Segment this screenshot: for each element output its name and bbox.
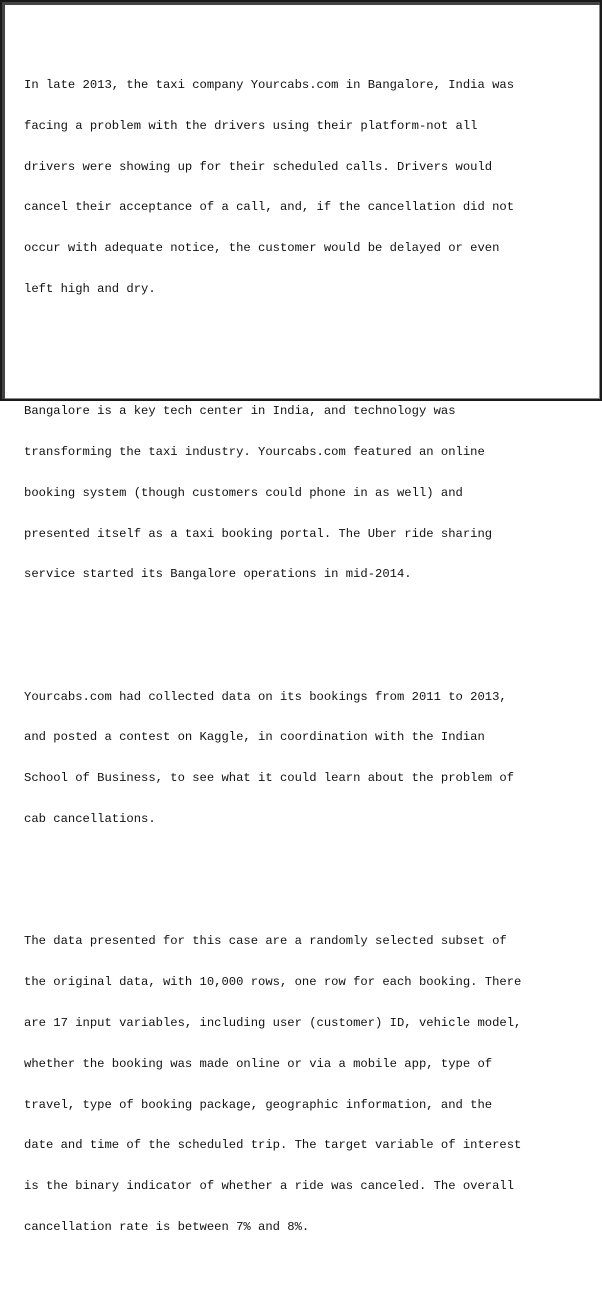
text-line: cancellation rate is between 7% and 8%. <box>24 1219 310 1234</box>
text-line: occur with adequate notice, the customer would be delayed or even <box>24 241 500 256</box>
text-line: drivers were showing up for their scheduled calls. Drivers would <box>24 159 493 174</box>
text-line: booking system (though customers could phone in as well) and <box>24 485 463 500</box>
text-line: date and time of the scheduled trip. The target variable of interest <box>24 1138 522 1153</box>
text-line: the original data, with 10,000 rows, one row for each booking. There <box>24 975 522 990</box>
text-line: service started its Bangalore operations in mid-2014. <box>24 567 412 582</box>
text-line: Yourcabs.com had collected data on its bookings from 2011 to 2013, <box>24 689 507 704</box>
paragraph-1 <box>24 52 590 324</box>
text-line: are 17 input variables, including user (customer) ID, vehicle model, <box>24 1015 522 1030</box>
paragraph-4 <box>24 908 590 1261</box>
text-line: The data presented for this case are a randomly selected subset of <box>24 934 507 949</box>
text-line: is the binary indicator of whether a ride was canceled. The overall <box>24 1179 515 1194</box>
text-line: School of Business, to see what it could learn about the problem of <box>24 771 515 786</box>
paragraph-3 <box>24 664 590 854</box>
text-line: In late 2013, the taxi company Yourcabs.com in Bangalore, India was <box>24 77 515 92</box>
text-line: facing a problem with the drivers using their platform-not all <box>24 118 478 133</box>
document-body <box>24 11 590 1302</box>
text-line: whether the booking was made online or via a mobile app, type of <box>24 1056 493 1071</box>
text-line: presented itself as a taxi booking portal. The Uber ride sharing <box>24 526 493 541</box>
text-line: transforming the taxi industry. Yourcabs.com featured an online <box>24 445 485 459</box>
text-line: Bangalore is a key tech center in India, and technology was <box>24 404 456 419</box>
paragraph-2 <box>24 378 590 609</box>
text-line: left high and dry. <box>24 281 156 296</box>
text-line: and posted a contest on Kaggle, in coordination with the Indian <box>24 730 485 745</box>
text-line: travel, type of booking package, geographic information, and the <box>24 1097 493 1112</box>
text-line: cab cancellations. <box>24 812 156 827</box>
text-line: cancel their acceptance of a call, and, if the cancellation did not <box>24 200 515 215</box>
